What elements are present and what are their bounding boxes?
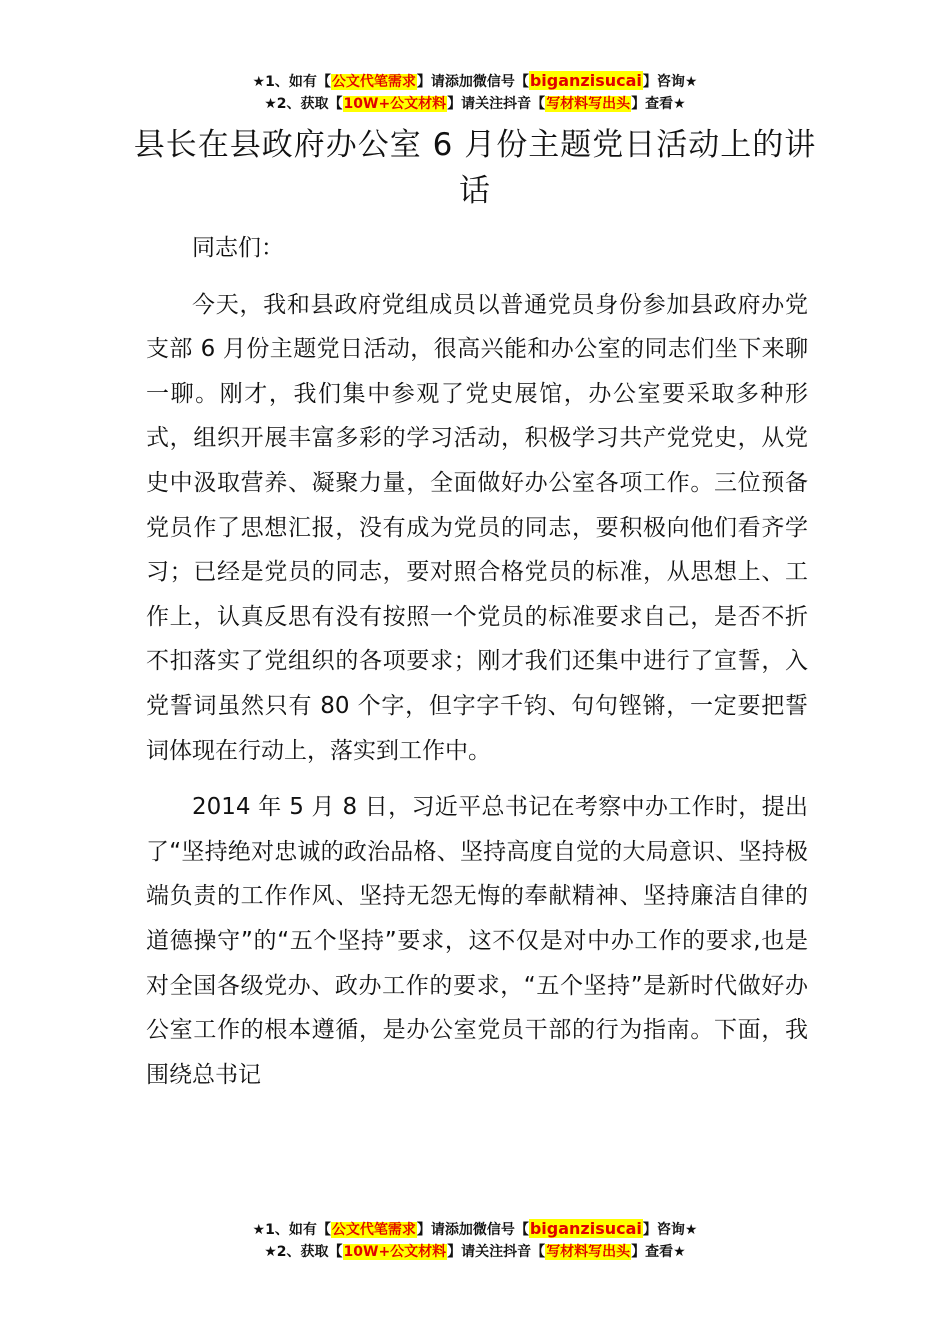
promo-line-2 [0, 1241, 950, 1263]
promo-banner-top [0, 70, 950, 115]
promo-highlight-service: 公文代笔需求 [331, 74, 416, 90]
promo-line-1-prefix: ★1、如有【 [252, 74, 331, 90]
promo-line-1-mid: 】请添加微信号【 [416, 1222, 529, 1238]
promo-highlight-wechat: biganzisucai [529, 71, 642, 90]
paragraph-1: 今天，我和县政府党组成员以普通党员身份参加县政府办党支部 6 月份主题党日活动，很高兴能和办公室的同志们坐下来聊一聊。刚才，我们集中参观了党史展馆，办公室要采取多种形式，组织开展丰富多彩的学习活动，积极学习共产党党史，从党史中汲取营养、凝聚力量，全面做好办公室各项工作。三位预备党员作了思想汇报，没有成为党员的同志，要积极向他们看齐学习；已经是党员的同志，要对照合格党员的标准，从思想上、工作上，认真反思有没有按照一个党员的标准要求自己，是否不折不扣落实了党组织的各项要求；刚才我们还集中进行了宣誓，入党誓词虽然只有 80 个字，但字字千钧、句句铿锵，一定要把誓词体现在行动上，落实到工作中。 [146, 291, 808, 764]
promo-highlight-materials: 10W+公文材料 [343, 96, 447, 112]
promo-highlight-service: 公文代笔需求 [331, 1222, 416, 1238]
promo-banner-bottom [0, 1218, 950, 1263]
promo-line-2-prefix: ★2、获取【 [264, 96, 343, 112]
promo-line-2-mid: 】请关注抖音【 [447, 96, 546, 112]
promo-highlight-wechat: biganzisucai [529, 1219, 642, 1238]
promo-line-1-mid: 】请添加微信号【 [416, 74, 529, 90]
salutation: 同志们： [192, 235, 284, 261]
paragraph-2: 2014 年 5 月 8 日，习近平总书记在考察中办工作时，提出了“坚持绝对忠诚的政治品格、坚持高度自觉的大局意识、坚持极端负责的工作作风、坚持无怨无悔的奉献精神、坚持廉洁自律的道德操守”的“五个坚持”要求，这不仅是对中办工作的要求,也是对全国各级党办、政办工作的要求，“五个坚持”是新时代做好办公室工作的根本遵循，是办公室党员干部的行为指南。下面，我围绕总书记 [146, 794, 808, 1088]
promo-line-2-suffix: 】查看★ [631, 96, 686, 112]
promo-highlight-douyin: 写材料写出头 [546, 1244, 631, 1260]
document-body [146, 226, 808, 1097]
document-title: 县长在县政府办公室 6 月份主题党日活动上的讲话 [133, 127, 817, 209]
promo-line-2-suffix: 】查看★ [631, 1244, 686, 1260]
promo-line-2 [0, 93, 950, 115]
promo-line-1-suffix: 】咨询★ [642, 74, 698, 90]
promo-highlight-douyin: 写材料写出头 [546, 96, 631, 112]
promo-highlight-materials: 10W+公文材料 [343, 1244, 447, 1260]
promo-line-2-prefix: ★2、获取【 [264, 1244, 343, 1260]
promo-line-1-prefix: ★1、如有【 [252, 1222, 331, 1238]
promo-line-1 [0, 1218, 950, 1241]
promo-line-2-mid: 】请关注抖音【 [447, 1244, 546, 1260]
promo-line-1-suffix: 】咨询★ [642, 1222, 698, 1238]
promo-line-1 [0, 70, 950, 93]
